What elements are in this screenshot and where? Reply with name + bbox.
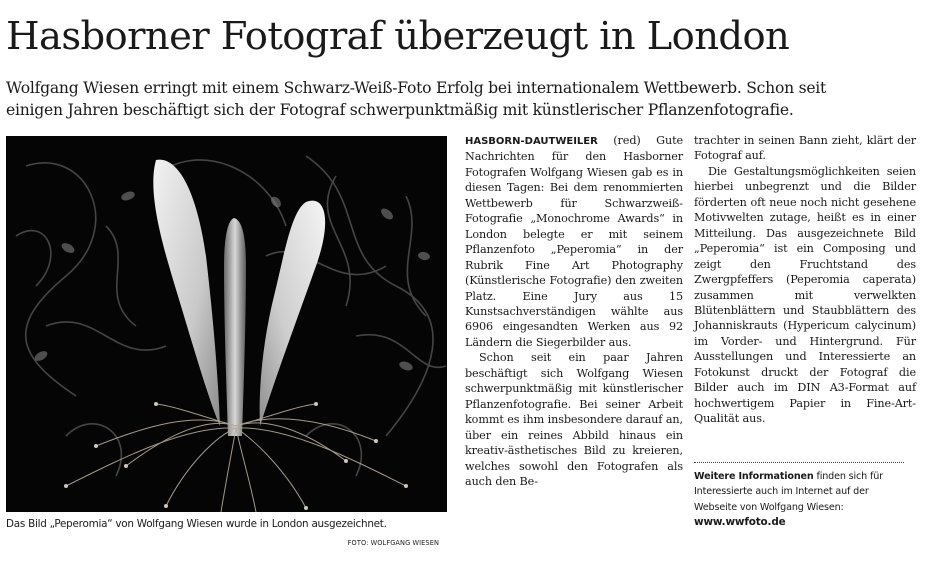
article-column-1 bbox=[465, 133, 683, 489]
photo-credit: FOTO: WOLFGANG WIESEN bbox=[347, 539, 439, 547]
info-text: finden sich für Interessierte auch im Internet auf der Webseite von Wolfgang Wiesen: bbox=[694, 471, 883, 513]
article-paragraph-2-part-2: trachter in seinen Bann zieht, klärt der Fotograf auf. bbox=[694, 134, 916, 163]
info-label: Weitere Informationen bbox=[694, 471, 814, 482]
article-column-2 bbox=[694, 133, 916, 427]
photo-caption: Das Bild „Peperomia“ von Wolfgang Wiesen wurde in London ausgezeichnet. bbox=[6, 518, 387, 530]
article-paragraph-1-text: Gute Nachrichten für den Hasborner Fotografen Wolfgang Wiesen gab es in diesen Tagen: Bei dem renommierten Wettbewerb für Schwarzweiß-Fotografie „Monochrome Awards“ in London belegte er mit seinem Pflanzenfoto „Peperomia“ in der Rubrik Fine Art Photography (Künstlerische Fotografie) den zweiten Platz. Eine Jury aus 15 Kunstsachverständigen wählte aus 6906 eingesandten Werken aus 92 Ländern die Siegerbilder aus. bbox=[465, 134, 683, 349]
dateline: HASBORN-DAUTWEILER bbox=[465, 136, 598, 147]
source-tag: (red) bbox=[613, 134, 641, 147]
article-paragraph-3: Die Gestaltungsmöglichkeiten seien hierbei unbegrenzt und die Bilder förderten oft neue noch nicht gesehene Motivwelten zutage, heißt es in einer Mitteilung. Das ausgezeichnete Bild „Peperomia“ ist ein Composing und zeigt den Fruchtstand des Zwergpfeffers (Peperomia caperata) zusammen mit verwelkten Blütenblättern und Staubblättern des Johanniskrauts (Hypericum calycinum) im Vorder- und Hintergrund. Für Ausstellungen und Interessierte an Fotokunst druckt der Fotograf die Bilder auch im DIN A3-Format auf hochwertigem Papier in Fine-Art-Qualität aus. bbox=[694, 164, 916, 426]
peperomia-photo bbox=[6, 136, 447, 512]
subheadline-line-2: einigen Jahren beschäftigt sich der Fotograf schwerpunktmäßig mit künstlerischer Pflanzenfotografie. bbox=[6, 101, 794, 119]
website-link[interactable]: www.wwfoto.de bbox=[694, 516, 786, 529]
subheadline-line-1: Wolfgang Wiesen erringt mit einem Schwarz-Weiß-Foto Erfolg bei internationalem Wettbewerb. Schon seit bbox=[6, 79, 827, 97]
article-photo bbox=[6, 136, 447, 512]
headline: Hasborner Fotograf überzeugt in London bbox=[6, 14, 790, 59]
article-paragraph-2-part-1: Schon seit ein paar Jahren beschäftigt sich Wolfgang Wiesen schwerpunktmäßig mit künstlerischer Pflanzenfotografie. Bei seiner Arbeit kommt es ihm insbesondere darauf an, über ein reines Abbild hinaus ein kreativ-ästhetisches Bild zu kreieren, welches sowohl den Fotografen als auch den Be- bbox=[465, 351, 683, 488]
subheadline bbox=[6, 77, 921, 121]
article-paragraph-1 bbox=[465, 133, 683, 350]
info-box bbox=[694, 462, 904, 531]
